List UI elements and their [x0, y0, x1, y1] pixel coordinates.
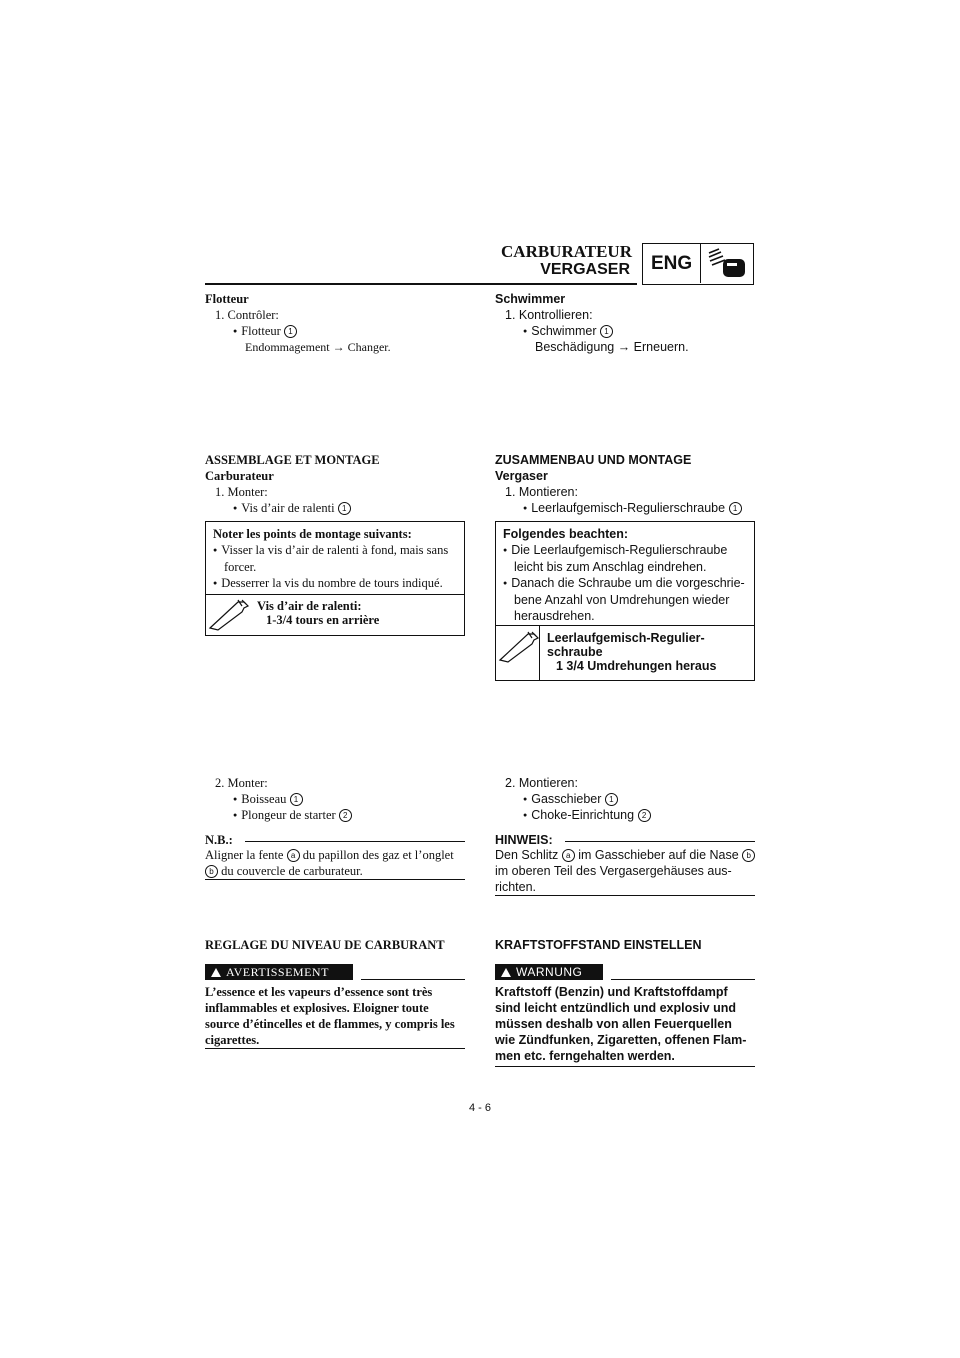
warning-text-fr-l1: L’essence et les vapeurs d’essence sont très	[205, 985, 433, 999]
hinweis-text-l2: im oberen Teil des Vergasergehäuses aus-	[495, 864, 732, 878]
fuel-heading-fr: REGLAGE DU NIVEAU DE CARBURANT	[205, 938, 445, 952]
mount-step2-fr: 2. Monter:	[215, 776, 268, 790]
spec-label-de-l1: Leerlaufgemisch-Regulier-	[547, 631, 705, 645]
assembly-heading-de: ZUSAMMENBAU UND MONTAGE	[495, 453, 692, 467]
page-number: 4 - 6	[468, 1102, 491, 1114]
header-title-de: VERGASER	[540, 261, 630, 278]
spec-value-de: 1 3/4 Umdrehungen heraus	[556, 659, 717, 673]
note-bullet1-de: ● Die Leerlaufgemisch-Regulierschraube	[503, 542, 727, 559]
header-title-fr: CARBURATEUR	[501, 242, 632, 261]
nb-text-l1: Aligner la fente a du papillon des gaz et l’onglet	[205, 848, 454, 862]
fuel-heading-de: KRAFTSTOFFSTAND EINSTELLEN	[495, 938, 702, 952]
mount-step2-de: 2. Montieren:	[505, 776, 578, 790]
carb-heading-de: Vergaser	[495, 469, 548, 483]
warning-text-de-l5: men etc. ferngehalten werden.	[495, 1049, 675, 1063]
header-rule	[205, 283, 637, 285]
hinweis-text-l1: Den Schlitz a im Gasschieber auf die Nase b	[495, 847, 755, 863]
note-box-de	[495, 521, 755, 681]
nb-label: N.B.:	[205, 833, 233, 847]
section-tab-label: ENG	[651, 253, 693, 274]
mount-item2b-de: ● Choke-Einrichtung 2	[523, 807, 651, 824]
note-box-fr	[205, 521, 465, 636]
note-title-de: Folgendes beachten:	[503, 527, 629, 541]
assembly-heading-fr: ASSEMBLAGE ET MONTAGE	[205, 453, 380, 467]
schwimmer-item: ● Schwimmer 1	[523, 323, 613, 340]
flotteur-heading: Flotteur	[205, 292, 249, 306]
mount-item2a-de: ● Gasschieber 1	[523, 791, 618, 808]
note-bullet2-cont1-de: bene Anzahl von Umdrehungen wieder	[514, 593, 730, 607]
wrench-icon	[208, 598, 250, 632]
mount-step1-fr: 1. Monter:	[215, 485, 268, 499]
note-bullet1-cont-de: leicht bis zum Anschlag eindrehen.	[514, 560, 707, 574]
note-bullet1-fr: ● Visser la vis d’air de ralenti à fond, mais sans	[213, 542, 448, 558]
warning-text-fr-l4: cigarettes.	[205, 1033, 260, 1047]
warning-text-de-l1: Kraftstoff (Benzin) und Kraftstoffdampf	[495, 985, 728, 999]
mount-item1-de: ● Leerlaufgemisch-Regulierschraube 1	[523, 500, 742, 517]
note-title-fr: Noter les points de montage suivants:	[213, 527, 412, 541]
warning-text-de-l3: müssen deshalb von allen Feuerquellen	[495, 1017, 732, 1031]
nb-text-l2: b du couvercle de carburateur.	[205, 863, 363, 879]
mount-item1-fr: ● Vis d’air de ralenti 1	[233, 500, 351, 516]
wrench-icon	[498, 630, 540, 664]
flotteur-step1: 1. Contrôler:	[215, 308, 279, 322]
warning-text-fr-l3: source d’étincelles et de flammes, y compris les	[205, 1017, 455, 1031]
warning-triangle-icon	[501, 968, 511, 977]
hinweis-label: HINWEIS:	[495, 833, 553, 847]
mount-item2b-fr: ● Plongeur de starter 2	[233, 807, 352, 823]
warning-badge-de: WARNUNG	[495, 964, 603, 980]
spec-label-de-l2: schraube	[547, 645, 603, 659]
section-tab	[642, 243, 754, 285]
warning-text-de-l4: wie Zündfunken, Zigaretten, offenen Flam-	[495, 1033, 747, 1047]
warning-text-fr-l2: inflammables et explosives. Eloigner toute	[205, 1001, 429, 1015]
mount-item2a-fr: ● Boisseau 1	[233, 791, 303, 807]
note-bullet2-de: ● Danach die Schraube um die vorgeschrie-	[503, 575, 745, 592]
flotteur-action: Endommagement → Changer.	[245, 340, 391, 354]
note-bullet2-fr: ● Desserrer la vis du nombre de tours indiqué.	[213, 575, 443, 591]
schwimmer-heading: Schwimmer	[495, 292, 566, 306]
schwimmer-step1: 1. Kontrollieren:	[505, 308, 593, 322]
spec-label-fr: Vis d’air de ralenti:	[257, 599, 362, 613]
schwimmer-action: Beschädigung → Erneuern.	[535, 340, 689, 354]
warning-badge-fr: AVERTISSEMENT	[205, 964, 353, 980]
hinweis-text-l3: richten.	[495, 880, 536, 894]
flotteur-item: ● Flotteur 1	[233, 323, 297, 339]
mount-step1-de: 1. Montieren:	[505, 485, 578, 499]
warning-triangle-icon	[211, 968, 221, 977]
spec-value-fr: 1-3/4 tours en arrière	[266, 613, 380, 627]
warning-text-de-l2: sind leicht entzündlich und explosiv und	[495, 1001, 736, 1015]
carb-heading-fr: Carburateur	[205, 469, 274, 483]
note-bullet2-cont2-de: herausdrehen.	[514, 609, 595, 623]
engine-piston-icon	[705, 247, 749, 281]
note-bullet1-cont-fr: forcer.	[224, 560, 257, 574]
